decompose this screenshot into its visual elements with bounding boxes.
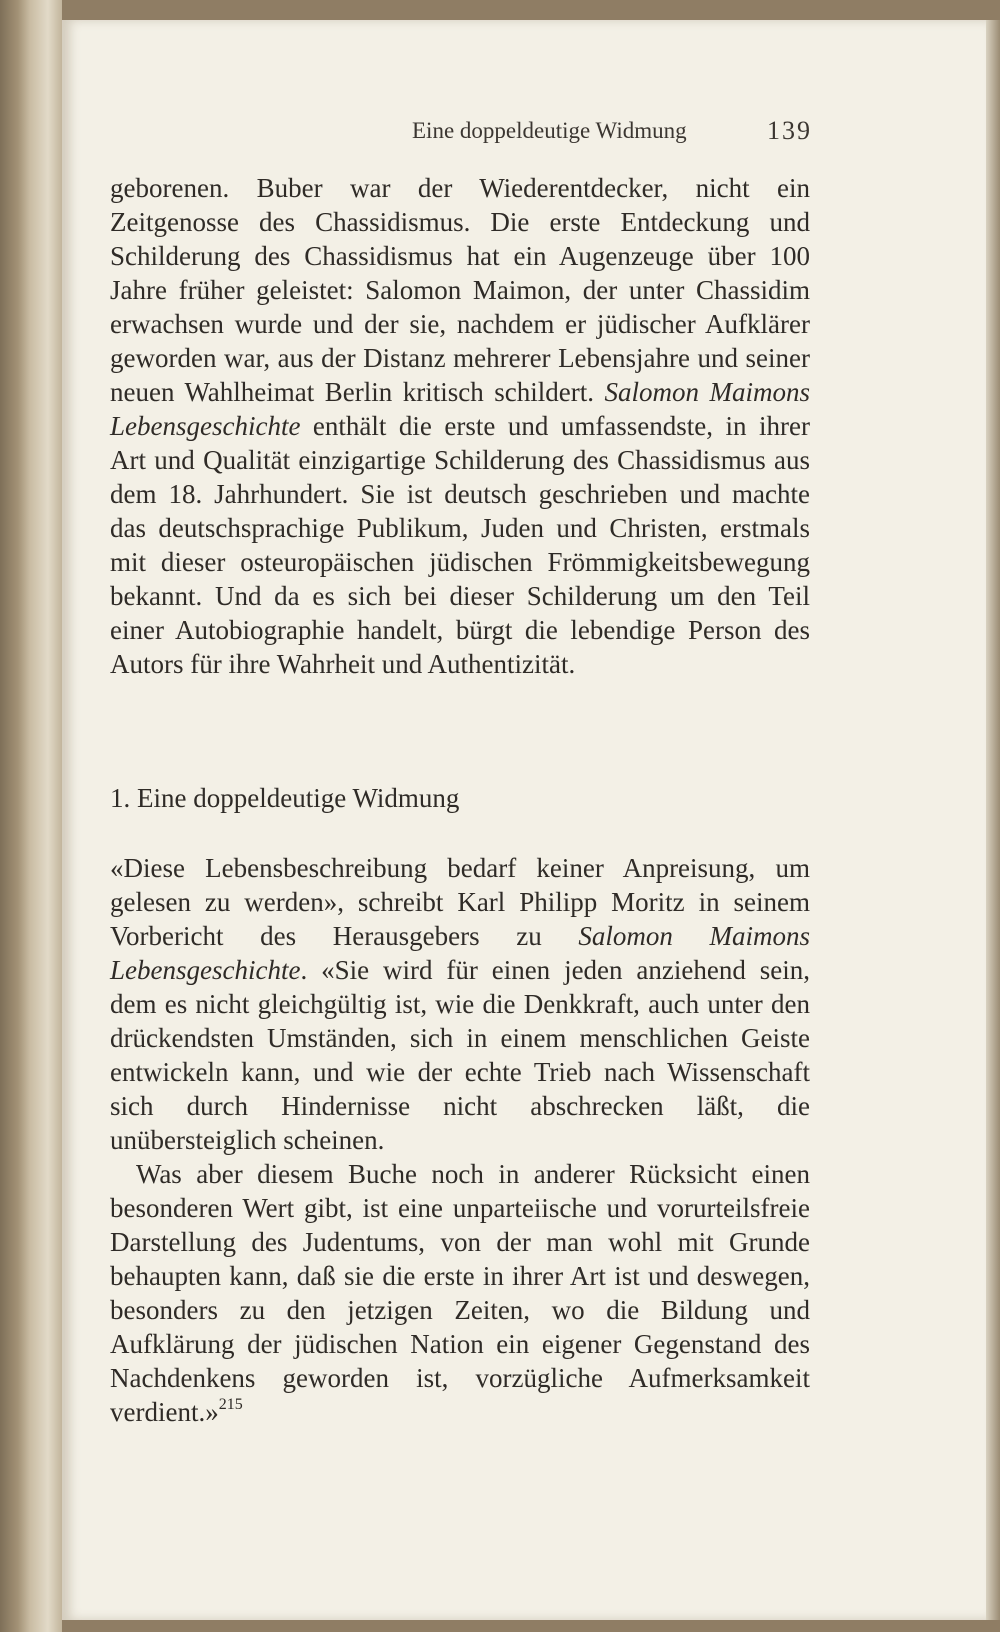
paragraph-text: enthält die erste und umfassendste, in ihrer Art und Qualität einzigartige Schilderung des Chassidismus aus dem 18. Jahrhundert. Sie ist deutsch geschrieben und machte das deutschsprachige Publikum, Juden und Christen, erstmals mit dieser osteuropäischen jüdischen Frömmigkeitsbewegung bekannt. Und da es sich bei dieser Schilderung um den Teil einer Autobiographie handelt, bürgt die lebendige Person des Autors für ihre Wahrheit und Authentizität.: [110, 411, 810, 679]
footnote-marker[interactable]: 215: [218, 1396, 243, 1413]
body-paragraph-1: [110, 171, 810, 681]
paragraph-text: . «Sie wird für einen jeden anziehend sein, dem es nicht gleichgültig ist, wie die Denkkraft, auch unter den drückendsten Umständen, sich in einem menschlichen Geiste entwickeln kann, und wie der echte Trieb nach Wissenschaft sich durch Hindernisse nicht abschrecken läßt, die unübersteiglich scheinen.: [110, 955, 810, 1155]
paragraph-text: «Diese Lebensbeschreibung bedarf keiner Anpreisung, um gelesen zu werden», schreibt Karl Philipp Moritz in seinem Vorbericht des Herausgebers zu: [110, 853, 810, 951]
book-title-italic: Salomon Maimons Lebensgeschichte: [110, 377, 810, 441]
section-heading: 1. Eine doppeldeutige Widmung: [110, 783, 460, 813]
paragraph-text: geborenen. Buber war der Wiederentdecker, nicht ein Zeitgenosse des Chassidismus. Die erste Entdeckung und Schilderung des Chassidismus hat ein Augenzeuge über 100 Jahre früher geleistet: Salomon Maimon, der unter Chassidim erwachsen wurde und der sie, nachdem er jüdischer Aufklärer geworden war, aus der Distanz mehrerer Lebensjahre und seiner neuen Wahlheimat Berlin kritisch schildert.: [110, 173, 810, 407]
body-quote-block: [110, 851, 810, 1429]
body-paragraph-3: [110, 1157, 810, 1429]
book-gutter: [0, 0, 62, 1632]
book-title-italic: Salomon Maimons Lebensgeschichte: [110, 921, 810, 985]
body-paragraph-2: [110, 851, 810, 1157]
page-edge: [986, 20, 1000, 1620]
paragraph-text: Was aber diesem Buche noch in anderer Rücksicht einen besonderen Wert gibt, ist eine unparteiische und vorurteilsfreie Darstellung des Judentums, von der man wohl mit Grunde behaupten kann, daß sie die erste in ihrer Art ist und deswegen, besonders zu den jetzigen Zeiten, wo die Bildung und Aufklärung der jüdischen Nation ein eigener Gegenstand des Nachdenkens geworden ist, vorzügliche Aufmerksamkeit verdient.»: [110, 1159, 810, 1427]
page-number: 139: [767, 116, 812, 145]
running-head: Eine doppeldeutige Widmung: [412, 118, 687, 143]
